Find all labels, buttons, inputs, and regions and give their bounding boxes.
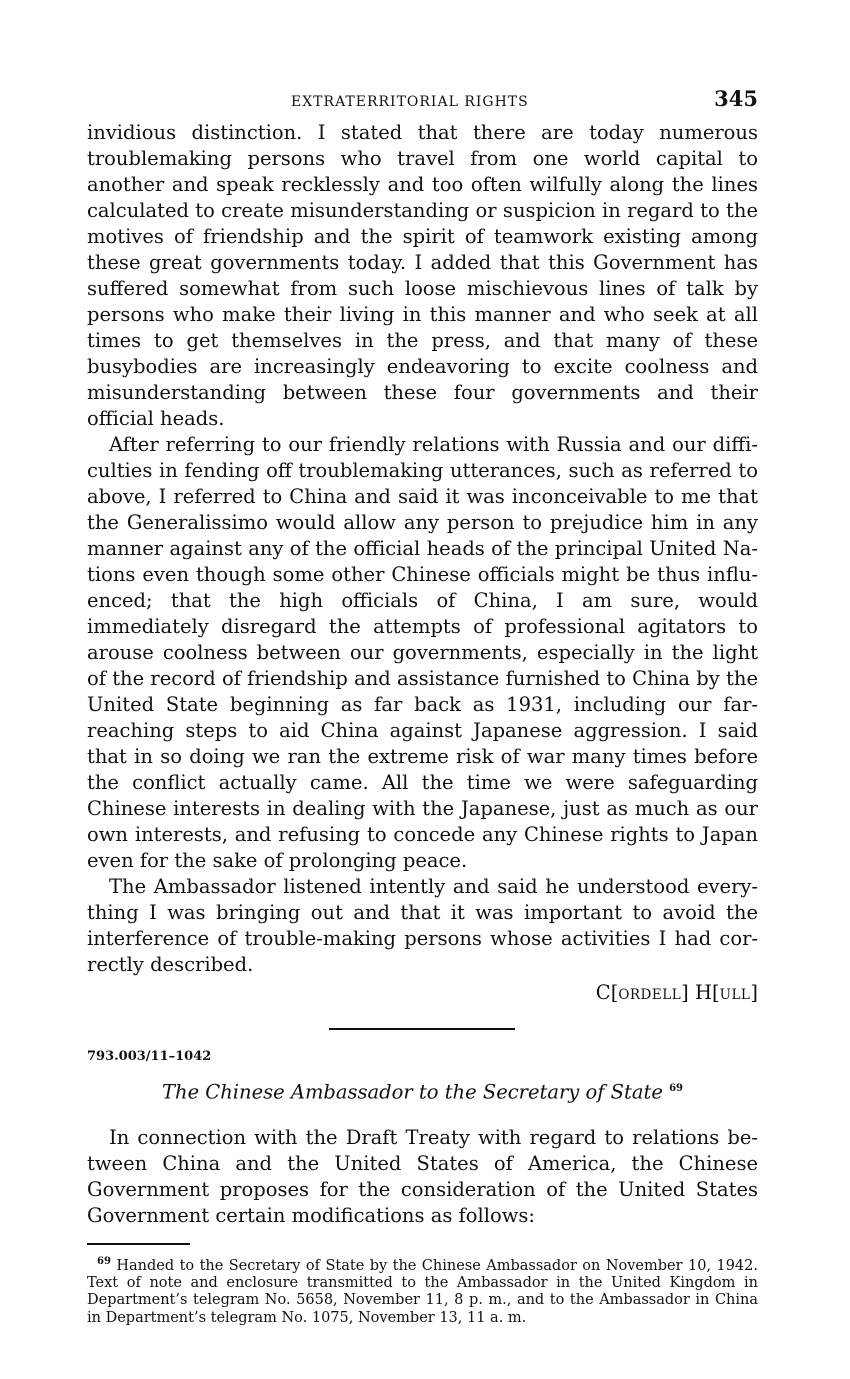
signature-initial: C[ — [595, 981, 619, 1004]
signature-last-name: ULL — [719, 987, 751, 1003]
footnote — [87, 1253, 758, 1328]
body-paragraph: After referring to our friendly relations with Russia and our difficulties in fending off troublemaking utterances, such as referred to above, I referred to China and said it was inconceivable to me that the Generalissimo would allow any person to prejudice him in any manner against any of the official heads of the principal United Nations even though some other Chinese officials might be thus influenced; that the high officials of China, I am sure, would immediately disregard the attempts of professional agitators to arouse coolness between our governments, especially in the light of the record of friendship and assistance furnished to China by the United State beginning as far back as 1931, including our far-reaching steps to aid China against Japanese aggression. I said that in so doing we ran the extreme risk of war many times before the conflict actually came. All the time we were safeguarding Chinese interests in dealing with the Japanese, just as much as our own interests, and refusing to concede any Chinese rights to Japan even for the sake of prolonging peace. — [87, 433, 758, 872]
running-title: EXTRATERRITORIAL RIGHTS — [291, 94, 529, 110]
footnote-reference: 69 — [669, 1083, 683, 1094]
body-paragraph: invidious distinction. I stated that there are today numerous troublemaking persons who travel from one world capital to another and speak recklessly and too often wilfully along the lines calculated to create misunderstanding or suspicion in regard to the motives of friendship and the spirit of teamwork existing among these great governments today. I added that this Government has suffered somewhat from such loose mischievous lines of talk by persons who make their living in this manner and who seek at all times to get themselves in the press, and that many of these busybodies are increasingly endeavoring to excite coolness and misunderstanding between these four governments and their official heads. — [87, 121, 758, 430]
footnote-divider — [87, 1243, 190, 1245]
body-paragraph: The Ambassador listened intently and said he understood everything I was bringing out and that it was important to avoid the interference of trouble-making persons whose activities I had correctly described. — [87, 875, 758, 976]
letter-body — [87, 120, 758, 978]
running-head — [87, 86, 758, 120]
section-divider — [329, 1028, 515, 1030]
signature-first-name: ORDELL — [618, 987, 682, 1003]
page-number: 345 — [714, 86, 758, 111]
file-number: 793.003/11–1042 — [87, 1049, 212, 1064]
document-body — [87, 1125, 758, 1229]
signature-close: ] — [750, 981, 758, 1004]
footnote-marker: 69 — [97, 1255, 111, 1267]
document-title — [87, 1076, 758, 1106]
signature — [87, 980, 758, 1008]
document-title-text: The Chinese Ambassador to the Secretary of State — [162, 1080, 663, 1104]
document-paragraph: In connection with the Draft Treaty with regard to relations between China and the United States of America, the Chinese Government proposes for the consideration of the United States Government certain modifications as follows: — [87, 1125, 758, 1227]
document-page — [87, 86, 758, 1327]
signature-middle: ] H[ — [681, 981, 720, 1004]
footnote-text: Handed to the Secretary of State by the Chinese Ambassador on November 10, 1942. Text of note and enclosure transmitted to the Ambassador in the United Kingdom in Department’s telegram No. 5658, November 11, 8 p. m., and to the Ambassador in China in Department’s telegram No. 1075, November 13, 11 a. m. — [87, 1257, 758, 1326]
